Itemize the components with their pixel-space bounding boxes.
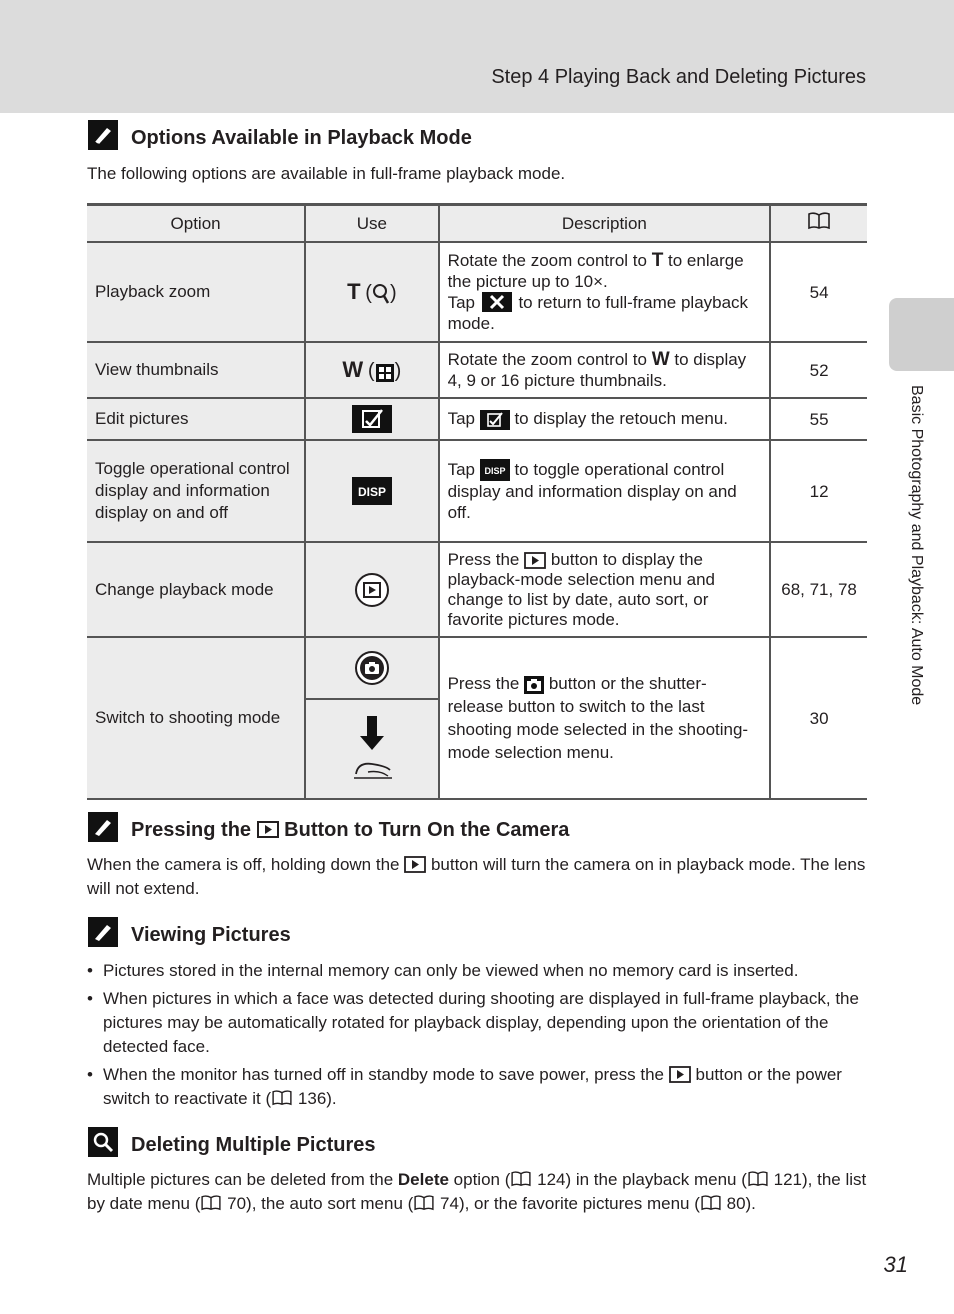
option-playback-zoom: Playback zoom xyxy=(87,242,305,342)
reference-cell: 54 xyxy=(770,242,867,342)
description-cell: Rotate the zoom control to T to enlarge the picture up to 10×. Tap to return to full-frame playback mode. xyxy=(439,242,771,342)
table-row xyxy=(87,242,867,342)
shooting-mode-button-icon xyxy=(354,650,390,686)
use-cell xyxy=(305,398,438,440)
col-header-option: Option xyxy=(87,205,305,243)
header-title: Step 4 Playing Back and Deleting Pictures xyxy=(491,66,866,88)
list-item: • When pictures in which a face was detected during shooting are displayed in full-frame playback, the pictures may be automatically rotated for playback display, depending upon the orientation of the detected face. xyxy=(87,987,867,1059)
page-number: 31 xyxy=(883,1252,908,1277)
section-title-viewing: Viewing Pictures xyxy=(131,924,291,946)
book-reference-icon xyxy=(510,1171,532,1187)
description-cell: Rotate the zoom control to W to display 4, 9 or 16 picture thumbnails. xyxy=(439,342,771,398)
viewing-bullets xyxy=(87,959,867,1115)
check-note-icon xyxy=(88,812,118,842)
side-tab xyxy=(889,298,954,371)
table-row xyxy=(87,637,867,699)
playback-icon xyxy=(404,856,426,873)
use-cell xyxy=(305,542,438,637)
list-item: • When the monitor has turned off in standby mode to save power, press the button or the power switch to reactivate it ( 136). xyxy=(87,1063,867,1111)
list-item: • Pictures stored in the internal memory can only be viewed when no memory card is inserted. xyxy=(87,959,867,983)
book-reference-icon xyxy=(700,1195,722,1211)
close-icon xyxy=(482,292,512,312)
option-edit-pictures: Edit pictures xyxy=(87,398,305,440)
use-cell xyxy=(305,637,438,699)
reference-cell: 30 xyxy=(770,637,867,799)
disp-icon xyxy=(352,477,392,505)
retouch-icon xyxy=(480,410,510,430)
use-cell xyxy=(305,440,438,542)
wide-symbol: W xyxy=(342,357,364,382)
svg-text:DISP: DISP xyxy=(357,485,386,499)
side-tab-label: Basic Photography and Playback: Auto Mode xyxy=(908,385,925,706)
col-header-use: Use xyxy=(305,205,438,243)
description-cell: Tap DISP to toggle operational control display and information display on and off. xyxy=(439,440,771,542)
thumbnail-grid-icon xyxy=(375,363,395,383)
table-row xyxy=(87,440,867,542)
section-title-deleting: Deleting Multiple Pictures xyxy=(131,1134,376,1156)
table-row xyxy=(87,398,867,440)
option-switch-shooting: Switch to shooting mode xyxy=(87,637,305,799)
playback-button-icon xyxy=(354,572,390,608)
playback-icon xyxy=(257,821,279,838)
section-title-pressing: Pressing the Button to Turn On the Camera xyxy=(131,819,570,841)
shutter-release-press-icon xyxy=(350,714,394,784)
use-cell xyxy=(305,699,438,799)
book-reference-icon xyxy=(271,1090,293,1106)
use-cell: W ( ) xyxy=(305,342,438,398)
check-note-icon xyxy=(88,120,118,150)
playback-icon xyxy=(669,1066,691,1083)
pressing-text: When the camera is off, holding down the button will turn the camera on in playback mode. The lens will not extend. xyxy=(87,855,866,898)
deleting-text: Multiple pictures can be deleted from the Delete option ( 124) in the playback menu ( 121), the list by date menu ( 70), the auto sort menu ( 74), or the favorite pictures menu ( 80). xyxy=(87,1170,867,1213)
playback-icon xyxy=(524,552,546,569)
description-cell: Press the button or the shutter-release button to switch to the last shooting mode selected in the shooting-mode selection menu. xyxy=(439,637,771,799)
check-note-icon xyxy=(88,917,118,947)
table-row xyxy=(87,542,867,637)
retouch-icon xyxy=(352,405,392,433)
book-reference-icon xyxy=(200,1195,222,1211)
book-reference-icon xyxy=(413,1195,435,1211)
header-band xyxy=(0,0,954,113)
section-title-options: Options Available in Playback Mode xyxy=(131,127,472,149)
reference-cell: 12 xyxy=(770,440,867,542)
description-cell: Press the button to display the playback-mode selection menu and change to list by date, auto sort, or favorite pictures mode. xyxy=(439,542,771,637)
col-header-description: Description xyxy=(439,205,771,243)
option-view-thumbnails: View thumbnails xyxy=(87,342,305,398)
option-toggle-display: Toggle operational control display and information display on and off xyxy=(87,440,305,542)
tele-symbol: T xyxy=(347,278,361,304)
camera-icon xyxy=(524,676,544,694)
reference-cell: 55 xyxy=(770,398,867,440)
option-change-playback-mode: Change playback mode xyxy=(87,542,305,637)
table-row xyxy=(87,342,867,398)
options-intro: The following options are available in full-frame playback mode. xyxy=(87,164,566,183)
book-reference-icon xyxy=(807,212,831,230)
col-header-reference xyxy=(770,205,867,243)
description-cell: Tap to display the retouch menu. xyxy=(439,398,771,440)
tip-icon xyxy=(88,1127,118,1157)
disp-icon xyxy=(480,459,510,481)
svg-text:DISP: DISP xyxy=(484,466,506,477)
use-cell: T ( ) xyxy=(305,242,438,342)
reference-cell: 52 xyxy=(770,342,867,398)
book-reference-icon xyxy=(747,1171,769,1187)
magnify-icon xyxy=(372,283,390,305)
options-table xyxy=(87,203,867,800)
reference-cell: 68, 71, 78 xyxy=(770,542,867,637)
